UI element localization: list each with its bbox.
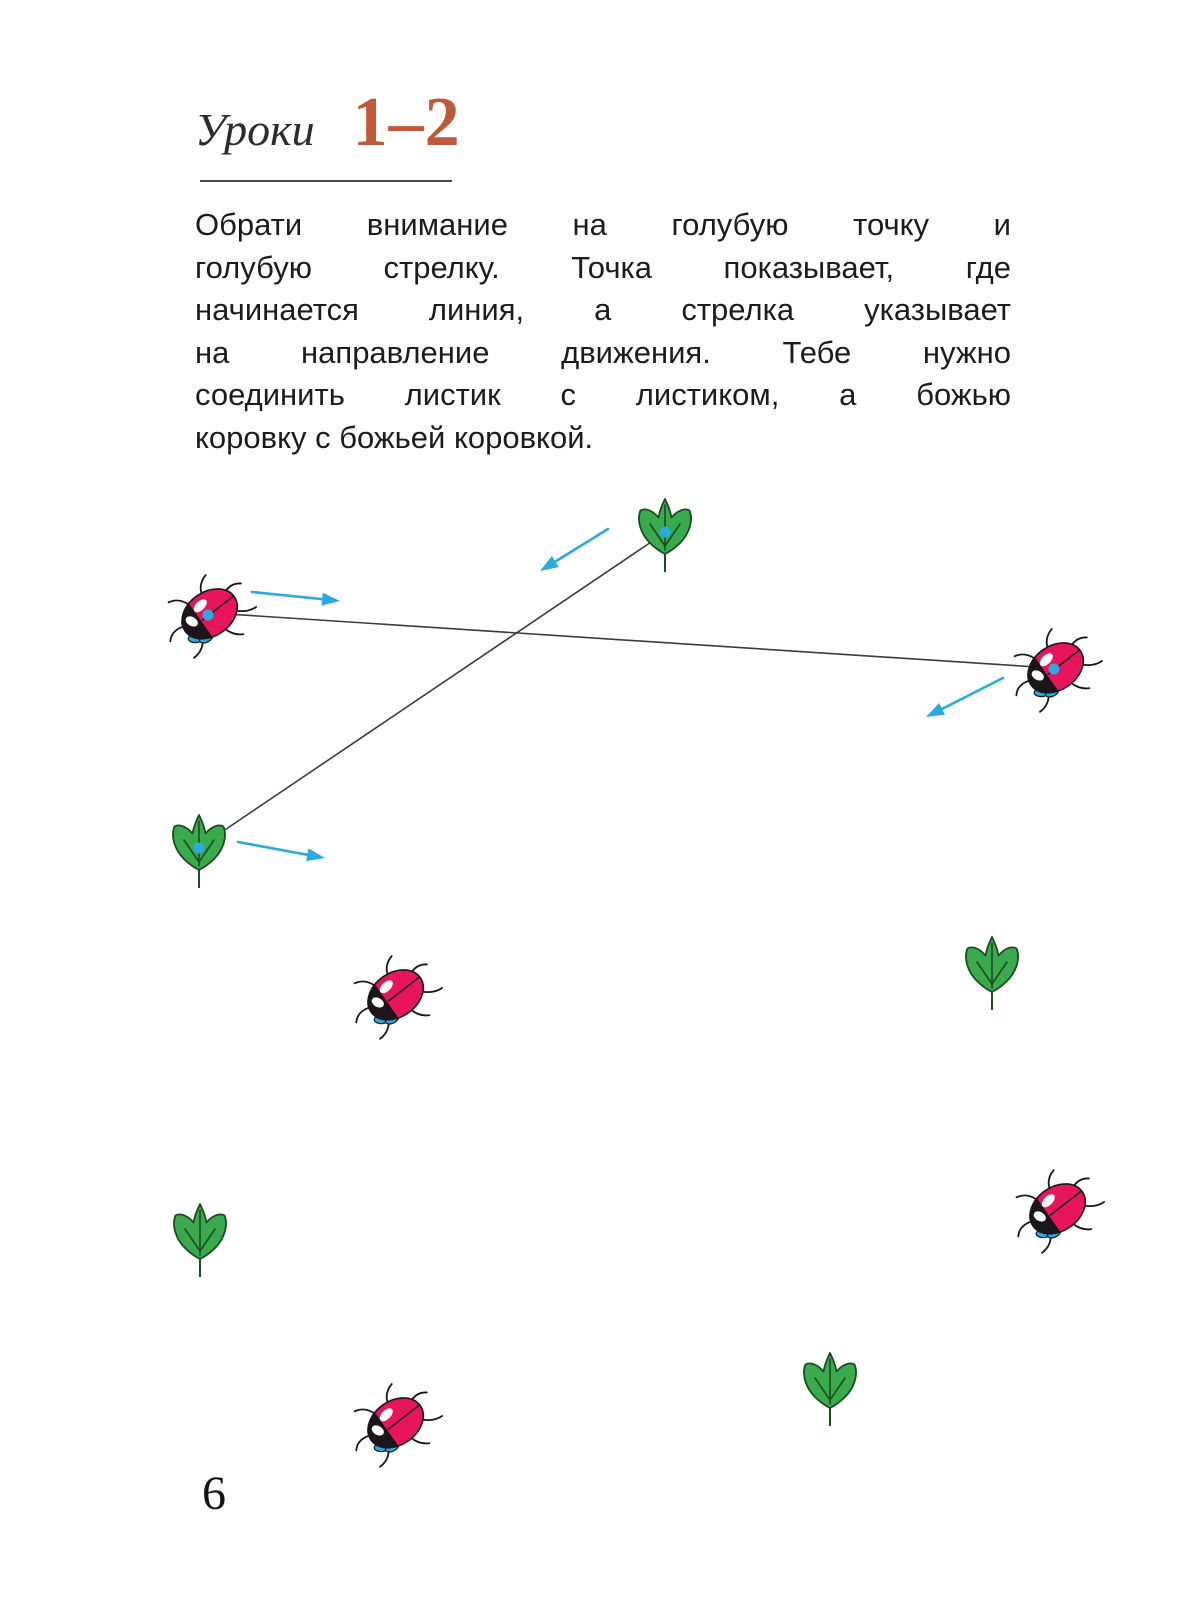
start-dot [203,610,214,621]
line-leaf-to-leaf [201,534,663,846]
ladybug-free-1[interactable] [337,942,452,1052]
instruction-line: Обрати внимание на голубую точку и [195,207,1011,242]
page-number: 6 [202,1467,226,1520]
instruction-line: соединить листик с листиком, а божью [195,377,1011,412]
arrow-leaf-bottom-left [238,842,325,861]
instruction-line: коровку с божьей коровкой. [195,419,594,455]
arrow-ladybug-right [926,678,1003,717]
instruction-line: начинается линия, а стрелка указывает [195,292,1011,327]
start-dot [194,843,205,854]
instruction-text [195,204,1011,459]
start-dot [1049,664,1060,675]
leaf-free-1[interactable] [966,937,1018,1010]
ladybug-free-3[interactable] [337,1370,452,1480]
arrow-leaf-top [540,529,608,571]
lesson-header [195,84,461,161]
instruction-line: голубую стрелку. Точка показывает, где [195,249,1011,285]
leaf-free-2[interactable] [174,1204,226,1277]
lesson-underline [200,180,452,182]
lesson-label: Уроки [195,104,315,155]
arrow-ladybug-left [252,592,340,606]
ladybug-free-2[interactable] [999,1156,1114,1266]
instruction-line: на направление движения. Тебе нужно [195,334,1011,370]
line-ladybug-to-ladybug [212,613,1052,668]
lesson-number: 1–2 [352,84,461,161]
leaf-free-3[interactable] [804,1353,856,1426]
start-dot [660,527,671,538]
